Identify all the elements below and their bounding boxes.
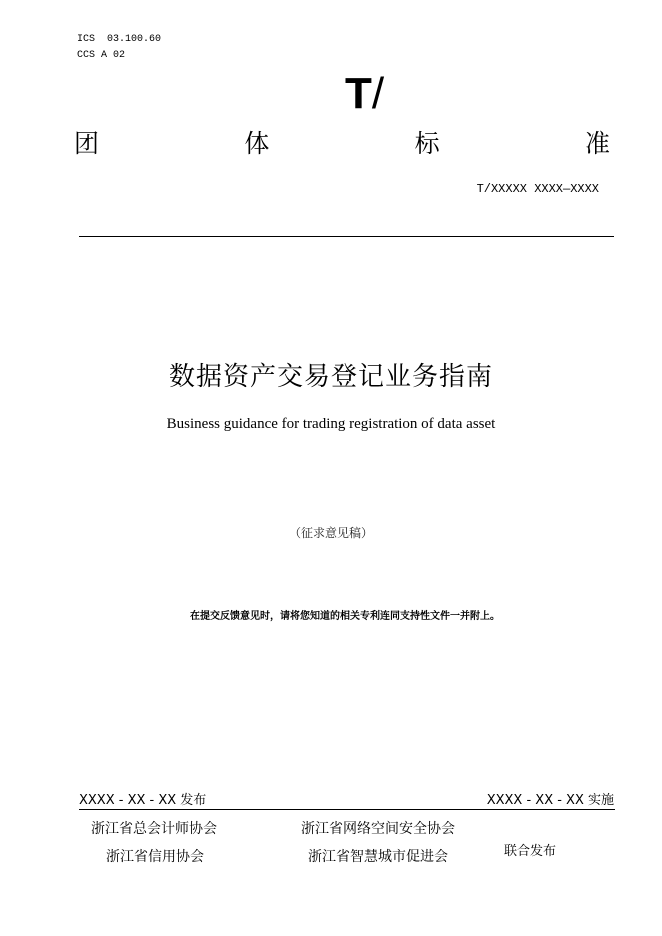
standard-type-heading: [74, 128, 610, 160]
ics-code: ICS 03.100.60: [77, 34, 162, 45]
standard-type-char: 准: [584, 129, 610, 158]
standard-type-char: 团: [74, 129, 100, 158]
issuer-name: 浙江省网络空间安全协会: [301, 821, 455, 837]
standard-type-char: 标: [414, 129, 440, 158]
document-title: 数据资产交易登记业务指南: [168, 362, 493, 392]
bottom-divider: [79, 809, 615, 810]
publish-date: XXXX - XX - XX 发布: [79, 793, 207, 808]
draft-status: （征求意见稿）: [288, 526, 373, 540]
standard-logo: [345, 68, 384, 120]
standard-number: T/XXXXX XXXX—XXXX: [476, 182, 599, 196]
document-title-english: Business guidance for trading registration of data asset: [166, 416, 496, 432]
joint-release: 联合发布: [504, 844, 557, 859]
issuer-name: 浙江省信用协会: [106, 849, 204, 865]
top-divider: [79, 236, 614, 237]
classification-codes: [77, 32, 161, 64]
implement-date: XXXX - XX - XX 实施: [486, 793, 614, 808]
standard-type-char: 体: [244, 129, 270, 158]
issuer-name: 浙江省智慧城市促进会: [308, 849, 448, 865]
logo-slash: /: [371, 69, 385, 118]
ccs-code: CCS A 02: [77, 50, 126, 61]
logo-letter: T: [345, 69, 372, 118]
patent-notice: 在提交反馈意见时，请将您知道的相关专利连同支持性文件一并附上。: [190, 611, 500, 622]
issuer-name: 浙江省总会计师协会: [91, 821, 217, 837]
